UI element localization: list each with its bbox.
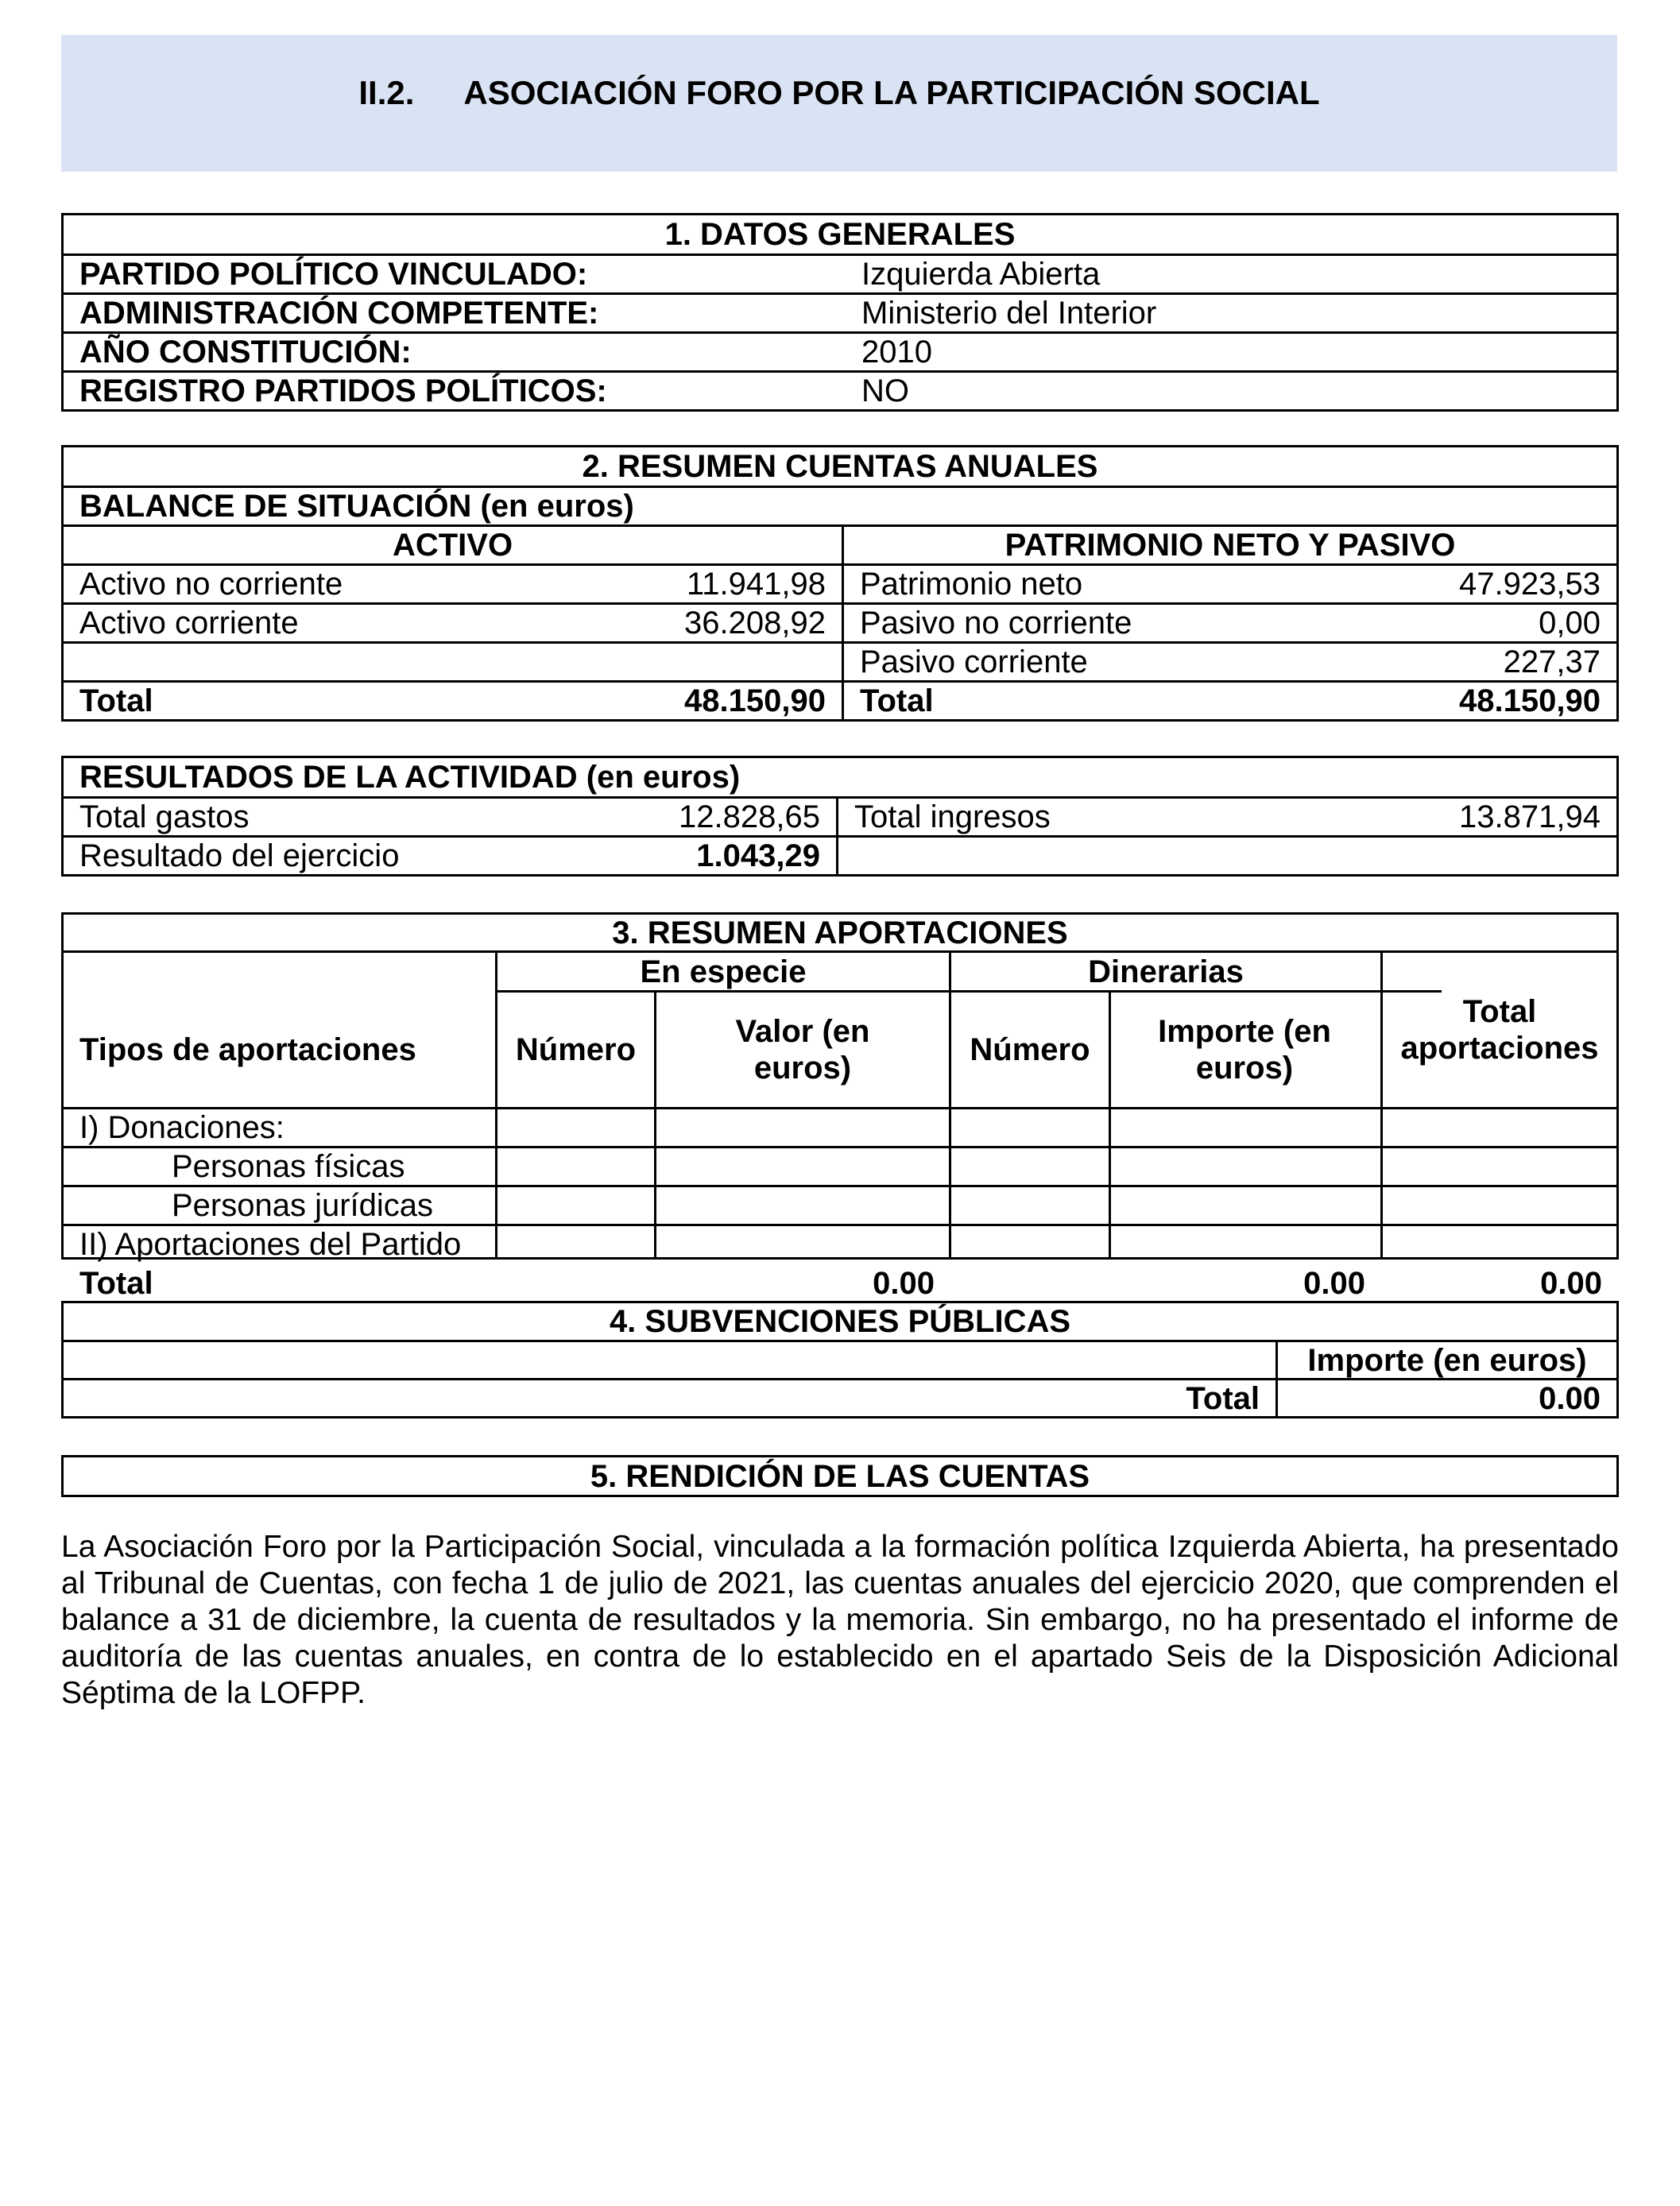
aportaciones-total-importe: 0.00 (1303, 1266, 1365, 1301)
aportaciones-title: 3. RESUMEN APORTACIONES (612, 915, 1068, 950)
activo-value (620, 644, 842, 680)
datos-value: Ministerio del Interior (861, 296, 1157, 331)
activo-header: ACTIVO (392, 528, 513, 563)
especie-numero-header: Número (515, 1032, 637, 1067)
aportacion-row-label: Personas físicas (172, 1149, 405, 1184)
pasivo-value: 47.923,53 (1459, 567, 1601, 602)
resumen-cuentas-table (61, 445, 1619, 722)
datos-label: PARTIDO POLÍTICO VINCULADO: (79, 257, 588, 292)
resumen-title: 2. RESUMEN CUENTAS ANUALES (582, 449, 1098, 484)
pasivo-value: 227,37 (1503, 644, 1601, 679)
dinerarias-numero-header: Número (970, 1032, 1090, 1067)
aportaciones-table (61, 912, 1619, 1301)
activo-label (64, 644, 620, 680)
datos-value: NO (861, 373, 909, 408)
balance-row (64, 641, 1616, 680)
resultado-label: Resultado del ejercicio (79, 838, 400, 873)
section-number: II.2. (358, 74, 415, 111)
activo-total-label: Total (79, 683, 153, 718)
rendicion-paragraph: La Asociación Foro por la Participación Social, vinculada a la formación política Izquierda Abierta, ha presentado al Tribunal de Cuentas, con fecha 1 de julio de 2021, las cuentas anuales del ejercicio 2020, que comprenden el balance a 31 de diciembre, la cuenta de resultados y la memoria. Sin embargo, no ha presentado el informe de auditoría de las cuentas anuales, en contra de lo establecido en el apartado Seis de la Disposición Adicional Séptima de la LOFPP. (61, 1530, 1619, 1710)
gastos-value: 12.828,65 (679, 799, 820, 834)
resultados-title: RESULTADOS DE LA ACTIVIDAD (en euros) (79, 760, 741, 795)
pasivo-total-value: 48.150,90 (1459, 683, 1601, 718)
datos-value: Izquierda Abierta (861, 257, 1101, 292)
pasivo-label: Pasivo corriente (842, 644, 1398, 680)
resultado-value: 1.043,29 (696, 838, 820, 873)
activo-total-value: 48.150,90 (684, 683, 826, 718)
activo-label: Activo corriente (79, 606, 299, 641)
activo-value: 36.208,92 (684, 606, 826, 641)
balance-title: BALANCE DE SITUACIÓN (en euros) (79, 489, 634, 524)
resultados-empty-cell (836, 838, 1616, 874)
datos-generales-title: 1. DATOS GENERALES (664, 217, 1016, 252)
dinerarias-header: Dinerarias (1088, 954, 1244, 989)
datos-label: AÑO CONSTITUCIÓN: (79, 335, 412, 370)
ingresos-label: Total ingresos (836, 799, 1392, 835)
balance-row (64, 563, 1616, 602)
datos-label: REGISTRO PARTIDOS POLÍTICOS: (79, 373, 607, 408)
valor-header: Valor (en euros) (735, 1014, 870, 1086)
aportacion-row-label: II) Aportaciones del Partido (79, 1227, 462, 1262)
pasivo-header: PATRIMONIO NETO Y PASIVO (842, 527, 1616, 563)
gastos-label: Total gastos (79, 799, 250, 834)
importe-header: Importe (en euros) (1158, 1014, 1331, 1086)
aportacion-row-label: I) Donaciones: (79, 1110, 285, 1145)
especie-header: En especie (640, 954, 807, 989)
aportacion-row-label: Personas jurídicas (172, 1188, 434, 1223)
resultados-row (64, 835, 1616, 874)
rendicion-title: 5. RENDICIÓN DE LAS CUENTAS (590, 1458, 1090, 1494)
balance-total-row (64, 680, 1616, 719)
subvenciones-empty-cell (64, 1342, 1275, 1378)
resultados-table (61, 756, 1619, 877)
ingresos-value: 13.871,94 (1459, 799, 1601, 834)
section-heading: ASOCIACIÓN FORO POR LA PARTICIPACIÓN SOCIAL (463, 74, 1320, 111)
section-header (61, 35, 1617, 172)
datos-value: 2010 (861, 335, 932, 370)
aportaciones-total-label: Total (79, 1266, 153, 1301)
activo-value: 11.941,98 (687, 567, 826, 602)
datos-row (64, 370, 1616, 409)
pasivo-value: 0,00 (1539, 606, 1601, 641)
tipos-header: Tipos de aportaciones (79, 1032, 416, 1067)
activo-label: Activo no corriente (79, 567, 343, 602)
datos-label: ADMINISTRACIÓN COMPETENTE: (79, 296, 599, 331)
datos-generales-table (61, 213, 1619, 412)
subvenciones-title: 4. SUBVENCIONES PÚBLICAS (609, 1304, 1071, 1339)
subvenciones-total-label: Total (1186, 1380, 1260, 1416)
subvenciones-total-value: 0.00 (1275, 1380, 1616, 1416)
datos-row (64, 292, 1616, 331)
section-title (61, 76, 1617, 110)
rendicion-table (61, 1455, 1619, 1497)
resultados-row (64, 796, 1616, 835)
pasivo-label: Patrimonio neto (842, 566, 1398, 602)
subvenciones-importe-header: Importe (en euros) (1275, 1342, 1616, 1378)
datos-row (64, 331, 1616, 370)
balance-row (64, 602, 1616, 641)
total-aportaciones-header: Total aportaciones (1400, 994, 1599, 1066)
pasivo-total-label: Total (842, 683, 1398, 719)
aportaciones-total-total: 0.00 (1540, 1266, 1602, 1301)
datos-row (64, 253, 1616, 292)
aportaciones-total-valor: 0.00 (873, 1266, 935, 1301)
subvenciones-table (61, 1301, 1619, 1418)
pasivo-label: Pasivo no corriente (842, 605, 1398, 641)
